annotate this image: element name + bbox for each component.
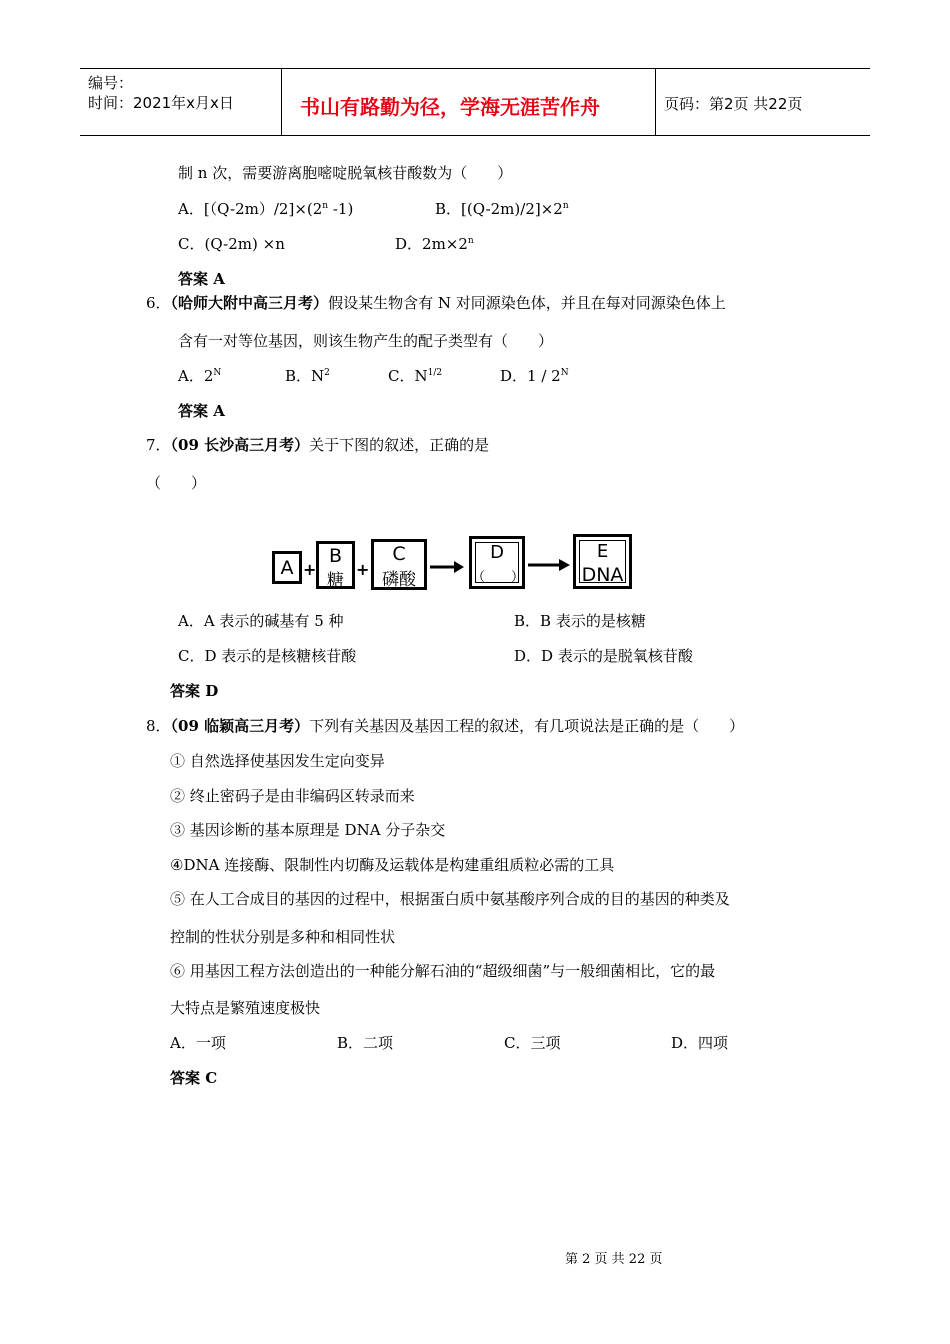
header-divider-left [281, 68, 282, 135]
box-c-bottom: 磷酸 [382, 570, 416, 590]
q7-answer: 答案 D [170, 682, 219, 700]
q8-item-5-cont: 控制的性状分别是多种和相同性状 [170, 928, 396, 946]
box-a [272, 551, 302, 584]
arrow-2 [528, 558, 570, 572]
q7-option-a: A．A 表示的碱基有 5 种 [178, 612, 344, 630]
q8-option-c: C．三项 [504, 1034, 561, 1052]
q8-item-3: ③ 基因诊断的基本原理是 DNA 分子杂交 [170, 821, 446, 839]
q5-option-a: A．$[(Q-2m)/2]\times(2^n$ -1) [178, 200, 354, 218]
header-code-label: 编号： [88, 74, 134, 92]
q7-option-c: C．D 表示的是核糖核苷酸 [178, 647, 357, 665]
q6-option-a: A．$2^N$ [178, 367, 222, 385]
q8-item-5: ⑤ 在人工合成目的基因的过程中，根据蛋白质中氨基酸序列合成的目的基因的种类及 [170, 890, 730, 908]
plus-sign-2: + [356, 560, 370, 579]
q8-item-4: ④DNA 连接酶、限制性内切酶及运载体是构建重组质粒必需的工具 [170, 856, 615, 874]
q7-line1: 7．（09 长沙高三月考）关于下图的叙述，正确的是 [146, 436, 490, 454]
header-time-label: 时间：2021年x月x日 [88, 94, 234, 112]
box-b [316, 541, 355, 589]
box-e-bottom: DNA [581, 564, 624, 586]
box-d [469, 536, 525, 589]
q5-option-c: C．(Q-2m) ×n [178, 235, 285, 253]
q6-line2: 含有一对等位基因，则该生物产生的配子类型有（ ） [178, 332, 554, 350]
q8-item-6-cont: 大特点是繁殖速度极快 [170, 999, 321, 1017]
q6-line1: 6．（哈师大附中高三月考）假设某生物含有 N 对同源染色体，并且在每对同源染色体上 [146, 294, 726, 312]
q8-option-d: D．四项 [671, 1034, 729, 1052]
q5-answer: 答案 A [178, 270, 225, 288]
header-bottom-border [80, 135, 870, 136]
plus-sign-1: + [303, 560, 317, 579]
q7-blank: （ ） [146, 474, 207, 492]
q6-option-c: C．$N^{1/2}$ [388, 367, 443, 385]
q5-option-b: B．$[(Q-2m)/2]\times 2^n$ [435, 200, 569, 218]
box-d-bottom: （ ） [472, 570, 525, 585]
q6-option-d: D．$1 / 2^N$ [500, 367, 569, 385]
q8-line1: 8．（09 临颖高三月考）下列有关基因及基因工程的叙述，有几项说法是正确的是（ ） [146, 717, 745, 735]
q6-option-b: B．$N^2$ [285, 367, 330, 385]
q6-answer: 答案 A [178, 402, 225, 420]
q8-item-1: ① 自然选择使基因发生定向变异 [170, 752, 385, 770]
box-b-top: B [328, 545, 343, 567]
box-c [371, 539, 427, 590]
header-page-label: 页码：第2页 共22页 [664, 95, 803, 113]
header-motto: 书山有路勤为径，学海无涯苦作舟 [300, 95, 600, 119]
q7-option-d: D．D 表示的是脱氧核苷酸 [514, 647, 693, 665]
box-b-bottom: 糖 [327, 571, 344, 591]
q8-item-6: ⑥ 用基因工程方法创造出的一种能分解石油的“超级细菌”与一般细菌相比，它的最 [170, 962, 716, 980]
q8-answer: 答案 C [170, 1069, 218, 1087]
q7-option-b: B．B 表示的是核糖 [514, 612, 646, 630]
q8-item-2: ② 终止密码子是由非编码区转录而来 [170, 787, 415, 805]
box-e [573, 534, 632, 589]
box-a-label: A [280, 557, 294, 579]
box-e-top: E [596, 541, 609, 562]
footer-page-number: 第 2 页 共 22 页 [565, 1252, 663, 1267]
q8-option-b: B．二项 [337, 1034, 394, 1052]
header-top-border [80, 68, 870, 69]
box-c-top: C [392, 543, 406, 565]
arrow-1 [430, 560, 464, 574]
q5-option-d: D．$2m\times 2^n$ [395, 235, 474, 253]
box-d-top: D [490, 542, 504, 563]
q8-option-a: A．一项 [170, 1034, 226, 1052]
q5-stem: 制 n 次，需要游离胞嘧啶脱氧核苷酸数为（ ） [178, 164, 513, 182]
header-divider-right [655, 68, 656, 135]
